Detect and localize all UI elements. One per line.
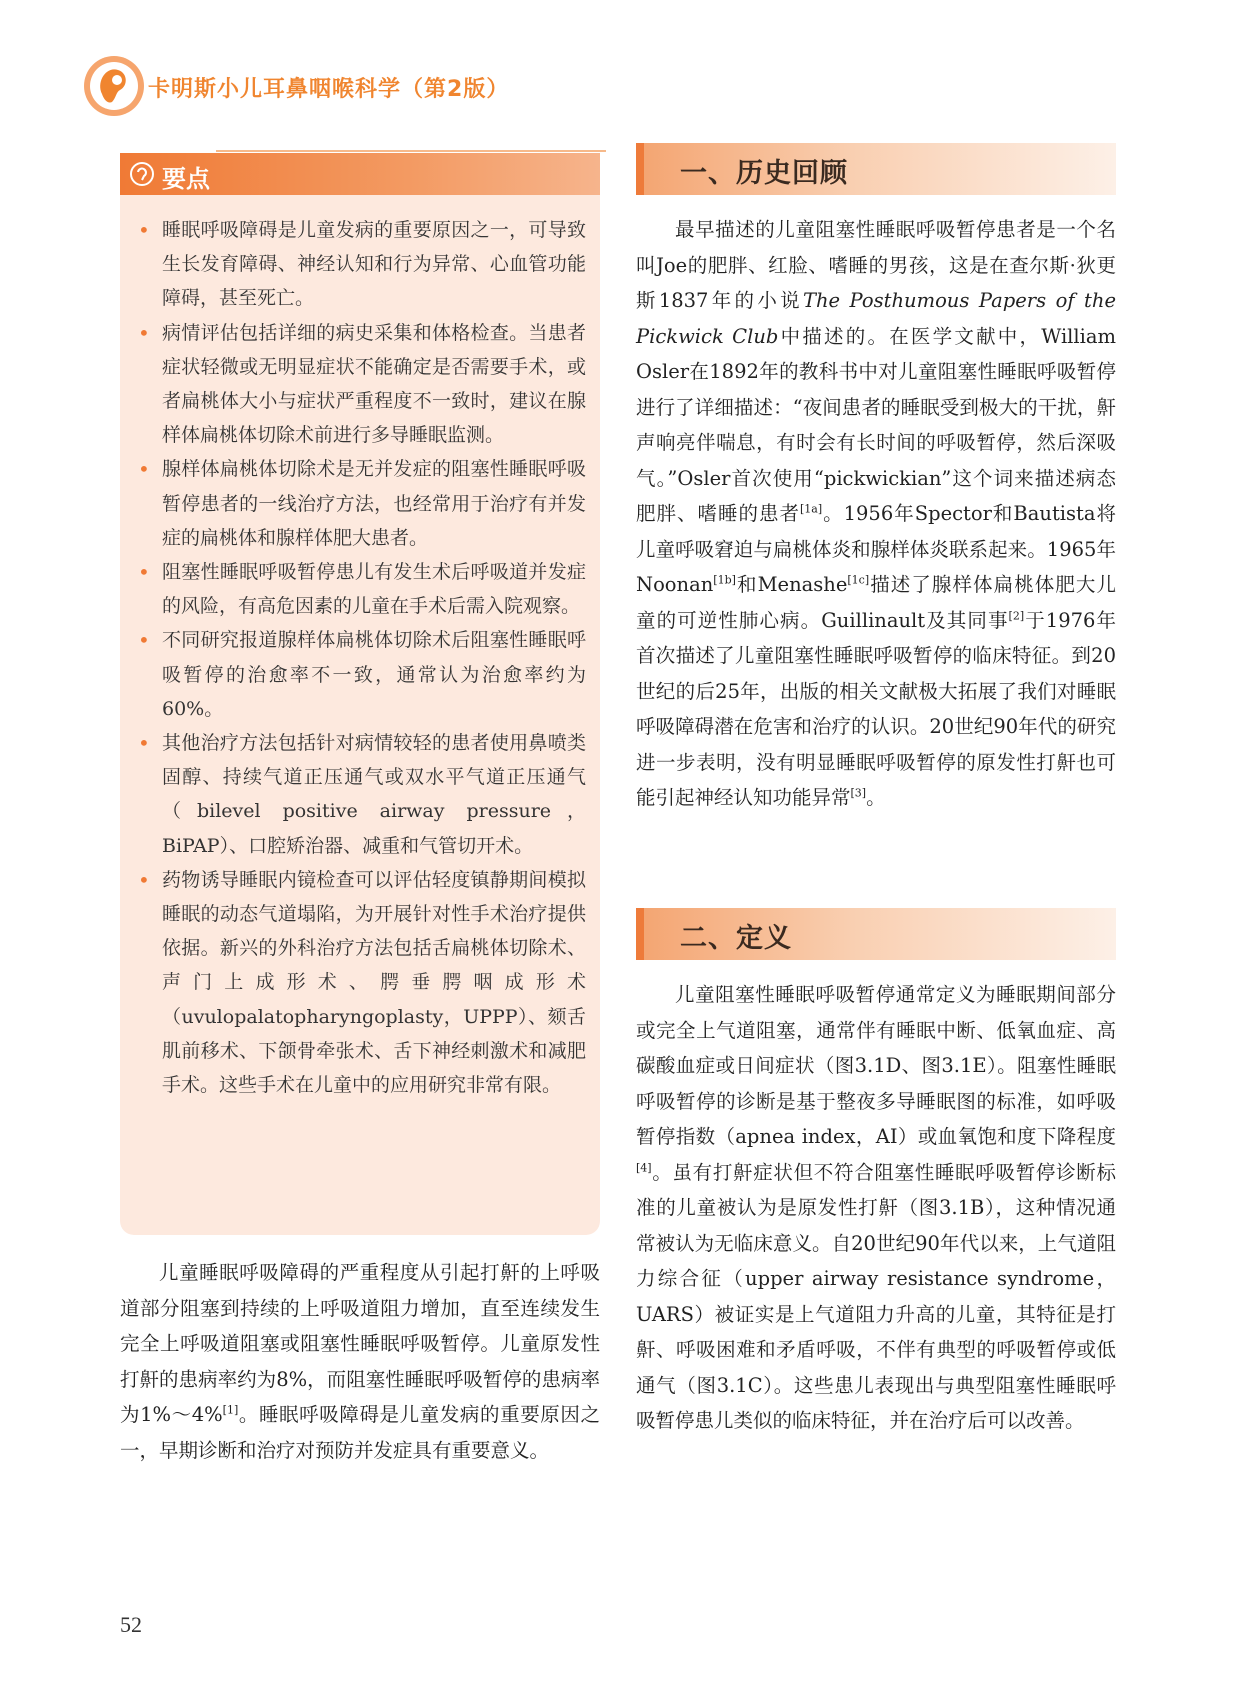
key-point-item xyxy=(134,863,586,1102)
key-point-text: 腺样体扁桃体切除术是无并发症的阻塞性睡眠呼吸暂停患者的一线治疗方法，也经常用于治疗有并发症的扁桃体和腺样体肥大患者。 xyxy=(162,458,586,549)
citation-4[interactable]: [4] xyxy=(636,1161,652,1174)
key-points-header xyxy=(120,153,600,195)
key-point-text: 病情评估包括详细的病史采集和体格检查。当患者症状轻微或无明显症状不能确定是否需要手术，或者扁桃体大小与症状严重程度不一致时，建议在腺样体扁桃体切除术前进行多导睡眠监测。 xyxy=(162,321,586,447)
key-point-item xyxy=(134,623,586,726)
section-2-heading xyxy=(636,908,1116,960)
page-number: 52 xyxy=(120,1612,142,1637)
key-point-text: 睡眠呼吸障碍是儿童发病的重要原因之一，可导致生长发育障碍、神经认知和行为异常、心血管功能障碍，甚至死亡。 xyxy=(162,219,586,310)
bullet-icon: • xyxy=(138,457,150,482)
bullet-icon: • xyxy=(138,560,150,585)
section-1-text: 描述了腺样体扁桃体肥大儿童的可逆性肺心病。Guillinault及其同事 xyxy=(636,573,1116,632)
book-reference-title: The Posthumous Papers of the Pickwick Club xyxy=(636,289,1116,348)
bullet-icon: • xyxy=(138,628,150,653)
bullet-icon: • xyxy=(138,218,150,242)
section-2-text: 。虽有打鼾症状但不符合阻塞性睡眠呼吸暂停诊断标准的儿童被认为是原发性打鼾（图3.1B），这种情况通常被认为无临床意义。自20世纪90年代以来，上气道阻力综合征（upper airway resistance syndrome，UARS）被证实是上气道阻力升高的儿童，其特征是打鼾、呼吸困难和矛盾呼吸，不伴有典型的呼吸暂停或低通气（图3.1C）。这些患儿表现出与典型阻塞性睡眠呼吸暂停患儿类似的临床特征，并在治疗后可以改善。 xyxy=(636,1160,1116,1432)
ear-nose-throat-logo-icon xyxy=(82,54,146,118)
section-heading-edge xyxy=(636,143,644,195)
section-1-text: 和Menashe xyxy=(735,573,848,596)
key-point-text: 药物诱导睡眠内镜检查可以评估轻度镇静期间模拟睡眠的动态气道塌陷，为开展针对性手术治疗提供依据。新兴的外科治疗方法包括舌扁桃体切除术、声门上成形术、腭垂腭咽成形术（uvulopalatopharyngoplasty，UPPP）、颏舌肌前移术、下颌骨牵张术、舌下神经刺激术和减肥手术。这些手术在儿童中的应用研究非常有限。 xyxy=(162,868,586,1097)
bullet-icon: • xyxy=(138,867,150,892)
section-1-text: 。1956年Spector和Bautista将儿童呼吸窘迫与扁桃体炎和腺样体炎联系起来。1965年Noonan xyxy=(636,502,1116,596)
header-rule xyxy=(216,150,606,152)
citation-1b[interactable]: [1b] xyxy=(713,573,736,587)
key-points-title: 要点 xyxy=(162,165,210,193)
key-point-item xyxy=(134,452,586,555)
section-1-text: 最早描述的儿童阻塞性睡眠呼吸暂停患者是一个名叫Joe的肥胖、红脸、嗜睡的男孩，这是在查尔斯·狄更斯1837年的小说 xyxy=(636,218,1116,312)
intro-text-1: 儿童睡眠呼吸障碍的严重程度从引起打鼾的上呼吸道部分阻塞到持续的上呼吸道阻力增加，直至连续发生完全上呼吸道阻塞或阻塞性睡眠呼吸暂停。儿童原发性打鼾的患病率约为8%，而阻塞性睡眠呼吸暂停的患病率为1%～4% xyxy=(120,1261,600,1426)
key-point-icon xyxy=(130,162,154,186)
section-1-paragraph xyxy=(636,212,1116,816)
key-point-item xyxy=(134,726,586,863)
citation-1[interactable]: [1] xyxy=(222,1403,239,1417)
intro-paragraph xyxy=(120,1255,600,1468)
section-heading-edge xyxy=(636,908,644,960)
citation-1c[interactable]: [1c] xyxy=(847,573,870,587)
key-points-list xyxy=(134,213,586,1102)
key-point-text: 不同研究报道腺样体扁桃体切除术后阻塞性睡眠呼吸暂停的治愈率不一致，通常认为治愈率约为60%。 xyxy=(162,629,586,720)
key-point-item xyxy=(134,213,586,316)
citation-2[interactable]: [2] xyxy=(1008,609,1025,622)
key-point-item xyxy=(134,555,586,623)
section-2-title: 二、定义 xyxy=(680,923,792,954)
section-1-text: 于1976年首次描述了儿童阻塞性睡眠呼吸暂停的临床特征。到20世纪的后25年，出版的相关文献极大拓展了我们对睡眠呼吸障碍潜在危害和治疗的认识。20世纪90年代的研究进一步表明，没有明显睡眠呼吸暂停的原发性打鼾也可能引起神经认知功能异常 xyxy=(636,608,1116,809)
section-2-paragraph xyxy=(636,977,1116,1439)
book-title-text: 卡明斯小儿耳鼻咽喉科学 xyxy=(148,77,402,102)
citation-1a[interactable]: [1a] xyxy=(799,502,823,516)
section-2-text: 儿童阻塞性睡眠呼吸暂停通常定义为睡眠期间部分或完全上气道阻塞，通常伴有睡眠中断、低氧血症、高碳酸血症或日间症状（图3.1D、图3.1E）。阻塞性睡眠呼吸暂停的诊断是基于整夜多导睡眠图的标准，如呼吸暂停指数（apnea index，AI）或血氧饱和度下降程度 xyxy=(636,983,1116,1148)
intro-text-2: 。睡眠呼吸障碍是儿童发病的重要原因之一，早期诊断和治疗对预防并发症具有重要意义。 xyxy=(120,1403,600,1462)
book-edition: （第2版） xyxy=(401,77,510,102)
citation-3[interactable]: [3] xyxy=(850,786,867,800)
key-point-text: 阻塞性睡眠呼吸暂停患儿有发生术后呼吸道并发症的风险，有高危因素的儿童在手术后需入院观察。 xyxy=(162,561,586,618)
bullet-icon: • xyxy=(138,731,150,756)
section-1-text: 中描述的。在医学文献中，William Osler在1892年的教科书中对儿童阻塞性睡眠呼吸暂停进行了详细描述：“夜间患者的睡眠受到极大的干扰，鼾声响亮伴喘息，有时会有长时间的呼吸暂停，然后深吸气。”Osler首次使用“pickwickian”这个词来描述病态肥胖、嗜睡的患者 xyxy=(636,324,1117,525)
book-title xyxy=(148,72,509,103)
section-1-heading xyxy=(636,143,1116,195)
bullet-icon: • xyxy=(138,320,150,345)
key-point-item xyxy=(134,316,586,453)
section-1-title: 一、历史回顾 xyxy=(680,158,848,189)
section-1-text: 。 xyxy=(866,786,886,809)
key-point-text: 其他治疗方法包括针对病情较轻的患者使用鼻喷类固醇、持续气道正压通气或双水平气道正压通气（bilevel positive airway pressure，BiPAP）、口腔矫治器、减重和气管切开术。 xyxy=(162,732,586,857)
